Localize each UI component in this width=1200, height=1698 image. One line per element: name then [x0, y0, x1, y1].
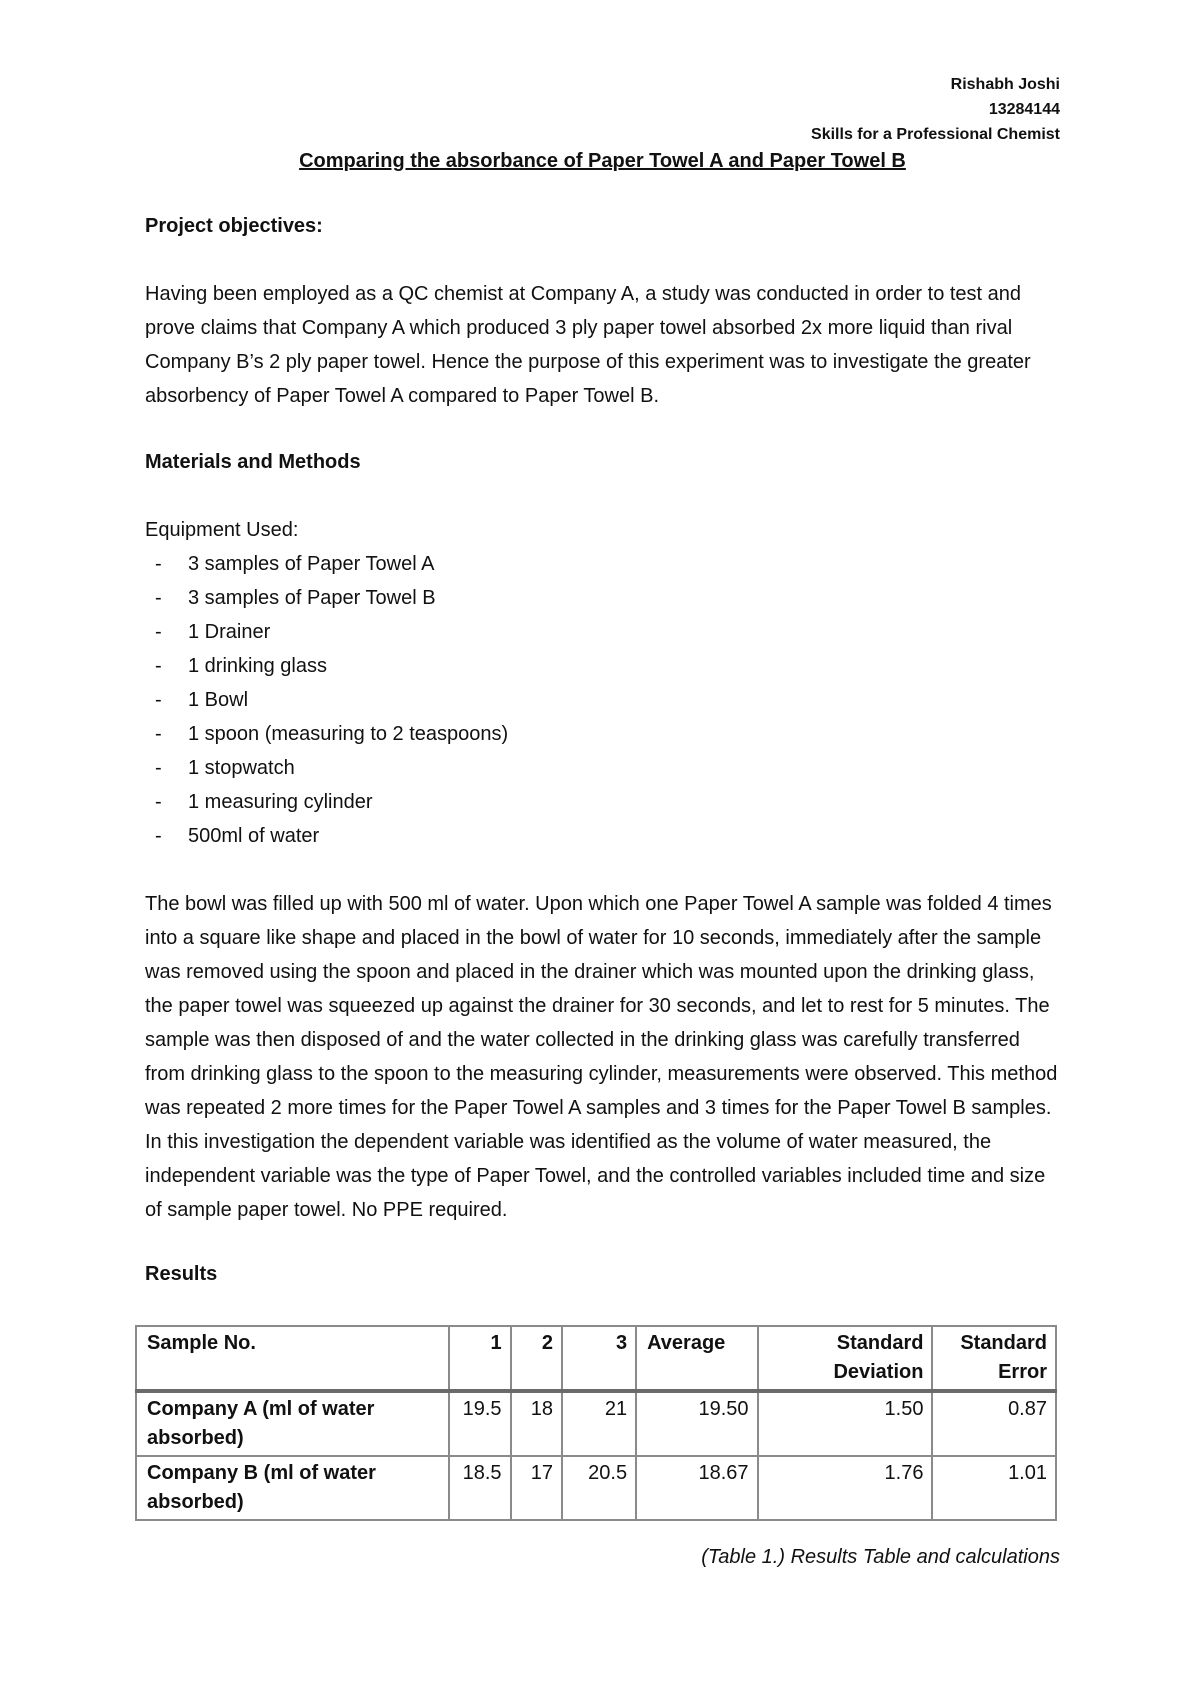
list-item: - 3 samples of Paper Towel B — [155, 587, 436, 609]
header-cell: Sample No. — [136, 1326, 449, 1391]
list-item: - 1 stopwatch — [155, 757, 295, 779]
header-cell-text: Standard Error — [960, 1332, 1047, 1383]
equipment-item: 1 Bowl — [188, 689, 249, 711]
list-item: - 1 drinking glass — [155, 655, 327, 677]
table-cell: 21 — [562, 1391, 636, 1456]
methods-heading: Materials and Methods — [145, 451, 361, 473]
list-item: - 500ml of water — [155, 825, 320, 847]
list-item: - 1 spoon (measuring to 2 teaspoons) — [155, 723, 509, 745]
row-label-cell: Company B (ml of water absorbed) — [136, 1456, 449, 1520]
document-title: Comparing the absorbance of Paper Towel A and Paper Towel B — [299, 150, 906, 172]
results-heading: Results — [145, 1263, 218, 1285]
header-cell — [758, 1326, 933, 1391]
header-cell: 2 — [511, 1326, 562, 1391]
course-name: Skills for a Professional Chemist — [811, 126, 1060, 143]
table-cell: 18.5 — [449, 1456, 511, 1520]
equipment-item: 1 measuring cylinder — [188, 791, 373, 813]
equipment-item: 1 drinking glass — [188, 655, 327, 677]
header-cell: 3 — [562, 1326, 636, 1391]
equipment-item: 3 samples of Paper Towel A — [188, 553, 435, 575]
equipment-item: 1 stopwatch — [188, 757, 295, 779]
table-cell: 1.01 — [932, 1456, 1056, 1520]
table-caption: (Table 1.) Results Table and calculations — [701, 1546, 1060, 1568]
table-cell: 0.87 — [932, 1391, 1056, 1456]
table-cell: 19.50 — [636, 1391, 757, 1456]
equipment-item: 500ml of water — [188, 825, 320, 847]
list-item: - 3 samples of Paper Towel A — [155, 553, 435, 575]
table-cell: 20.5 — [562, 1456, 636, 1520]
equipment-item: 1 spoon (measuring to 2 teaspoons) — [188, 723, 509, 745]
student-id: 13284144 — [988, 101, 1060, 118]
equipment-list — [145, 547, 1060, 853]
header-cell: Average — [636, 1326, 757, 1391]
results-table — [135, 1325, 1057, 1521]
table-header-row — [136, 1326, 1056, 1391]
list-item: - 1 Drainer — [155, 621, 271, 643]
equipment-item: 3 samples of Paper Towel B — [188, 587, 436, 609]
header-cell — [932, 1326, 1056, 1391]
list-item: - 1 measuring cylinder — [155, 791, 373, 813]
objectives-paragraph: Having been employed as a QC chemist at Company A, a study was conducted in order to test and prove claims that Company A which produced 3 ply paper towel absorbed 2x more liquid than rival Company B’s 2 ply paper towel. Hence the purpose of this experiment was to investigate the greater absorbency of Paper Towel A compared to Paper Towel B. — [145, 283, 1031, 407]
equipment-item: 1 Drainer — [188, 621, 271, 643]
list-item: - 1 Bowl — [155, 689, 249, 711]
table-cell: 17 — [511, 1456, 562, 1520]
table-cell: 1.50 — [758, 1391, 933, 1456]
objectives-heading: Project objectives: — [145, 215, 323, 237]
table-cell: 19.5 — [449, 1391, 511, 1456]
table-row — [136, 1391, 1056, 1456]
header-cell-text: Standard Deviation — [833, 1332, 924, 1383]
table-cell: 18 — [511, 1391, 562, 1456]
table-cell: 1.76 — [758, 1456, 933, 1520]
row-label-cell: Company A (ml of water absorbed) — [136, 1391, 449, 1456]
table-row — [136, 1456, 1056, 1520]
header-cell: 1 — [449, 1326, 511, 1391]
author-header — [145, 72, 1060, 147]
author-name: Rishabh Joshi — [950, 76, 1060, 93]
procedure-paragraph: The bowl was filled up with 500 ml of water. Upon which one Paper Towel A sample was folded 4 times into a square like shape and placed in the bowl of water for 10 seconds, immediately after the sample was removed using the spoon and placed in the drainer which was mounted upon the drinking glass, the paper towel was squeezed up against the drainer for 30 seconds, and let to rest for 5 minutes. The sample was then disposed of and the water collected in the drinking glass was carefully transferred from drinking glass to the spoon to the measuring cylinder, measurements were observed. This method was repeated 2 more times for the Paper Towel A samples and 3 times for the Paper Towel B samples. In this investigation the dependent variable was identified as the volume of water measured, the independent variable was the type of Paper Towel, and the controlled variables included time and size of sample paper towel. No PPE required. — [145, 893, 1058, 1221]
equipment-label: Equipment Used: — [145, 519, 299, 541]
table-cell: 18.67 — [636, 1456, 757, 1520]
